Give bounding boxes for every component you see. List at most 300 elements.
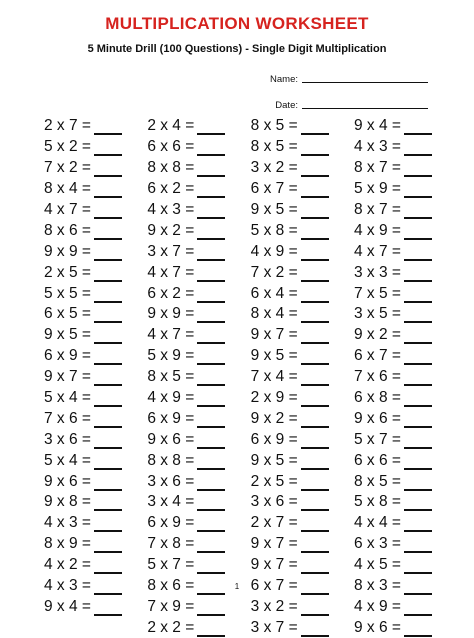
problem-equation: 3 x 6 =: [147, 472, 195, 490]
problem-equation: 9 x 4 =: [353, 117, 401, 135]
answer-blank[interactable]: [197, 287, 225, 303]
problem-row: [44, 304, 134, 325]
problem-equation: 9 x 8 =: [44, 493, 91, 511]
problem-equation: 9 x 7 =: [250, 326, 298, 344]
answer-blank[interactable]: [404, 245, 432, 261]
problem-row: [147, 116, 237, 137]
problem-row: [147, 534, 237, 555]
problem-row: [251, 283, 341, 304]
problem-equation: 2 x 7 =: [44, 117, 91, 135]
problem-equation: 5 x 8 =: [353, 493, 401, 511]
answer-blank[interactable]: [301, 119, 329, 135]
problem-equation: 8 x 8 =: [147, 159, 195, 177]
answer-blank[interactable]: [197, 119, 225, 135]
problem-grid: [44, 116, 444, 638]
answer-blank[interactable]: [94, 328, 122, 344]
problem-equation: 9 x 2 =: [147, 221, 195, 239]
problem-row: [251, 137, 341, 158]
problem-row: [251, 450, 341, 471]
problem-equation: 5 x 8 =: [250, 221, 298, 239]
answer-blank[interactable]: [197, 224, 225, 240]
name-line[interactable]: [302, 81, 428, 83]
answer-blank[interactable]: [404, 119, 432, 135]
problem-equation: 8 x 4 =: [44, 180, 91, 198]
problem-row: [251, 471, 341, 492]
problem-equation: 7 x 4 =: [250, 368, 298, 386]
problem-equation: 7 x 2 =: [44, 159, 91, 177]
problem-equation: 4 x 7 =: [44, 201, 91, 218]
problem-row: [354, 325, 444, 346]
answer-blank[interactable]: [301, 391, 329, 407]
problem-equation: 6 x 9 =: [147, 409, 195, 427]
problem-row: [44, 158, 134, 179]
problem-row: [147, 200, 237, 221]
problem-equation: 9 x 6 =: [353, 409, 401, 427]
answer-blank[interactable]: [404, 516, 432, 532]
problem-equation: 2 x 4 =: [147, 117, 195, 135]
problem-row: [44, 534, 134, 555]
problem-equation: 8 x 6 =: [147, 577, 195, 595]
problem-row: [147, 367, 237, 388]
problem-equation: 8 x 7 =: [353, 201, 401, 218]
answer-blank[interactable]: [197, 370, 225, 386]
problem-equation: 7 x 8 =: [147, 535, 195, 553]
problem-equation: 6 x 6 =: [147, 138, 195, 156]
problem-row: [251, 408, 341, 429]
answer-blank[interactable]: [301, 537, 329, 553]
answer-blank[interactable]: [301, 182, 329, 198]
answer-blank[interactable]: [94, 119, 122, 135]
problem-equation: 8 x 3 =: [353, 577, 401, 595]
date-field[interactable]: [258, 95, 428, 111]
answer-blank[interactable]: [94, 349, 122, 365]
problem-equation: 4 x 5 =: [353, 556, 401, 574]
problem-row: [354, 262, 444, 283]
problem-row: [44, 492, 134, 513]
problem-row: [354, 137, 444, 158]
problem-row: [44, 137, 134, 158]
answer-blank[interactable]: [197, 203, 225, 219]
problem-column-4: [354, 116, 444, 638]
problem-equation: 5 x 4 =: [44, 451, 91, 469]
problem-row: [354, 220, 444, 241]
problem-equation: 8 x 5 =: [353, 472, 401, 490]
problem-equation: 4 x 9 =: [353, 597, 401, 615]
problem-row: [354, 283, 444, 304]
answer-blank[interactable]: [301, 412, 329, 428]
answer-blank[interactable]: [404, 475, 432, 491]
problem-equation: 9 x 5 =: [250, 451, 298, 469]
answer-blank[interactable]: [404, 370, 432, 386]
problem-row: [147, 137, 237, 158]
problem-row: [147, 617, 237, 638]
answer-blank[interactable]: [404, 433, 432, 449]
problem-equation: 6 x 9 =: [250, 430, 298, 448]
problem-row: [147, 346, 237, 367]
problem-row: [251, 492, 341, 513]
problem-equation: 8 x 5 =: [250, 117, 298, 135]
answer-blank[interactable]: [197, 266, 225, 282]
answer-blank[interactable]: [94, 454, 122, 470]
answer-blank[interactable]: [94, 600, 122, 616]
answer-blank[interactable]: [301, 307, 329, 323]
problem-row: [147, 262, 237, 283]
answer-blank[interactable]: [197, 454, 225, 470]
problem-row: [251, 429, 341, 450]
problem-equation: 6 x 9 =: [147, 514, 195, 532]
problem-row: [251, 179, 341, 200]
problem-row: [147, 555, 237, 576]
answer-blank[interactable]: [197, 516, 225, 532]
problem-equation: 6 x 2 =: [147, 180, 195, 198]
problem-equation: 4 x 9 =: [353, 221, 401, 239]
problem-row: [354, 617, 444, 638]
problem-row: [44, 429, 134, 450]
problem-equation: 9 x 7 =: [44, 368, 91, 386]
problem-row: [354, 116, 444, 137]
problem-equation: 2 x 5 =: [250, 472, 298, 490]
answer-blank[interactable]: [301, 203, 329, 219]
problem-equation: 2 x 9 =: [250, 389, 298, 407]
problem-equation: 4 x 9 =: [147, 389, 195, 407]
problem-row: [354, 304, 444, 325]
answer-blank[interactable]: [404, 266, 432, 282]
answer-blank[interactable]: [197, 495, 225, 511]
problem-equation: 7 x 6 =: [353, 368, 401, 386]
problem-equation: 6 x 4 =: [250, 284, 298, 302]
answer-blank[interactable]: [301, 224, 329, 240]
problem-row: [354, 158, 444, 179]
problem-equation: 6 x 3 =: [353, 535, 401, 553]
answer-blank[interactable]: [404, 307, 432, 323]
answer-blank[interactable]: [197, 558, 225, 574]
problem-row: [251, 262, 341, 283]
problem-row: [44, 283, 134, 304]
problem-equation: 8 x 6 =: [44, 221, 91, 239]
problem-equation: 9 x 7 =: [250, 556, 298, 574]
answer-blank[interactable]: [94, 475, 122, 491]
problem-row: [147, 471, 237, 492]
answer-blank[interactable]: [94, 370, 122, 386]
answer-blank[interactable]: [94, 412, 122, 428]
answer-blank[interactable]: [301, 370, 329, 386]
answer-blank[interactable]: [197, 161, 225, 177]
problem-row: [354, 241, 444, 262]
problem-equation: 7 x 5 =: [353, 284, 401, 302]
problem-equation: 9 x 6 =: [147, 430, 195, 448]
problem-equation: 4 x 2 =: [44, 556, 91, 574]
problem-row: [251, 346, 341, 367]
problem-row: [147, 179, 237, 200]
answer-blank[interactable]: [94, 140, 122, 156]
problem-equation: 4 x 3 =: [353, 138, 401, 156]
problem-equation: 6 x 7 =: [250, 577, 298, 595]
problem-row: [44, 262, 134, 283]
problem-row: [147, 450, 237, 471]
answer-blank[interactable]: [94, 182, 122, 198]
answer-blank[interactable]: [197, 600, 225, 616]
answer-blank[interactable]: [404, 621, 432, 637]
problem-row: [354, 534, 444, 555]
answer-blank[interactable]: [94, 433, 122, 449]
problem-row: [251, 596, 341, 617]
answer-blank[interactable]: [301, 516, 329, 532]
problem-equation: 4 x 7 =: [147, 326, 195, 344]
problem-equation: 9 x 2 =: [353, 326, 401, 344]
problem-equation: 8 x 5 =: [147, 368, 195, 386]
problem-row: [354, 555, 444, 576]
problem-row: [251, 158, 341, 179]
answer-blank[interactable]: [94, 495, 122, 511]
problem-row: [44, 346, 134, 367]
problem-equation: 5 x 9 =: [147, 347, 195, 365]
answer-blank[interactable]: [94, 537, 122, 553]
answer-blank[interactable]: [197, 621, 225, 637]
answer-blank[interactable]: [404, 412, 432, 428]
problem-row: [251, 200, 341, 221]
problem-row: [354, 450, 444, 471]
problem-equation: 8 x 9 =: [44, 535, 91, 553]
answer-blank[interactable]: [301, 161, 329, 177]
answer-blank[interactable]: [197, 349, 225, 365]
answer-blank[interactable]: [301, 621, 329, 637]
problem-row: [44, 555, 134, 576]
page-number: 1: [234, 582, 240, 591]
answer-blank[interactable]: [404, 454, 432, 470]
problem-equation: 9 x 2 =: [250, 409, 298, 427]
answer-blank[interactable]: [197, 307, 225, 323]
worksheet-title: MULTIPLICATION WORKSHEET: [105, 14, 369, 33]
problem-equation: 6 x 2 =: [147, 284, 195, 302]
problem-equation: 3 x 6 =: [44, 430, 91, 448]
problem-equation: 8 x 4 =: [250, 305, 298, 323]
problem-equation: 4 x 3 =: [147, 201, 195, 218]
worksheet-subtitle: 5 Minute Drill (100 Questions) - Single Digit Multiplication: [87, 43, 387, 55]
problem-row: [147, 325, 237, 346]
problem-row: [147, 304, 237, 325]
problem-column-2: [147, 116, 237, 638]
problem-row: [147, 429, 237, 450]
answer-blank[interactable]: [94, 203, 122, 219]
problem-row: [44, 200, 134, 221]
problem-row: [251, 304, 341, 325]
problem-row: [44, 596, 134, 617]
answer-blank[interactable]: [301, 140, 329, 156]
problem-row: [147, 283, 237, 304]
problem-equation: 7 x 9 =: [147, 597, 195, 615]
problem-equation: 6 x 8 =: [353, 389, 401, 407]
problem-equation: 9 x 5 =: [44, 326, 91, 344]
problem-row: [354, 596, 444, 617]
problem-row: [251, 617, 341, 638]
name-label: Name:: [270, 74, 298, 85]
problem-row: [147, 388, 237, 409]
problem-row: [44, 220, 134, 241]
problem-row: [354, 513, 444, 534]
answer-blank[interactable]: [197, 245, 225, 261]
answer-blank[interactable]: [301, 349, 329, 365]
problem-equation: 3 x 5 =: [353, 305, 401, 323]
date-label: Date:: [275, 100, 298, 111]
answer-blank[interactable]: [301, 600, 329, 616]
problem-equation: 3 x 7 =: [250, 618, 298, 636]
answer-blank[interactable]: [94, 161, 122, 177]
problem-row: [251, 116, 341, 137]
answer-blank[interactable]: [301, 433, 329, 449]
problem-row: [251, 241, 341, 262]
problem-row: [251, 367, 341, 388]
problem-row: [251, 513, 341, 534]
problem-equation: 5 x 7 =: [147, 556, 195, 574]
problem-equation: 3 x 2 =: [250, 159, 298, 177]
problem-equation: 9 x 9 =: [147, 305, 195, 323]
problem-row: [147, 241, 237, 262]
problem-row: [147, 408, 237, 429]
answer-blank[interactable]: [94, 391, 122, 407]
problem-equation: 4 x 7 =: [353, 242, 401, 260]
answer-blank[interactable]: [301, 454, 329, 470]
problem-row: [44, 325, 134, 346]
answer-blank[interactable]: [197, 433, 225, 449]
problem-equation: 4 x 9 =: [250, 242, 298, 260]
answer-blank[interactable]: [197, 182, 225, 198]
problem-equation: 5 x 4 =: [44, 389, 91, 407]
problem-row: [354, 388, 444, 409]
problem-column-3: [251, 116, 341, 638]
answer-blank[interactable]: [301, 558, 329, 574]
answer-blank[interactable]: [94, 516, 122, 532]
problem-equation: 4 x 4 =: [353, 514, 401, 532]
answer-blank[interactable]: [197, 475, 225, 491]
answer-blank[interactable]: [197, 537, 225, 553]
problem-equation: 9 x 6 =: [44, 472, 91, 490]
answer-blank[interactable]: [94, 266, 122, 282]
problem-row: [147, 596, 237, 617]
problem-row: [251, 325, 341, 346]
answer-blank[interactable]: [404, 287, 432, 303]
answer-blank[interactable]: [404, 495, 432, 511]
answer-blank[interactable]: [94, 287, 122, 303]
problem-row: [251, 388, 341, 409]
problem-row: [354, 408, 444, 429]
problem-equation: 9 x 5 =: [250, 347, 298, 365]
answer-blank[interactable]: [94, 245, 122, 261]
answer-blank[interactable]: [404, 391, 432, 407]
problem-equation: 8 x 5 =: [250, 138, 298, 156]
problem-row: [354, 200, 444, 221]
problem-equation: 6 x 5 =: [44, 305, 91, 323]
problem-row: [44, 367, 134, 388]
date-line[interactable]: [302, 107, 428, 109]
answer-blank[interactable]: [94, 307, 122, 323]
problem-equation: 6 x 6 =: [353, 451, 401, 469]
answer-blank[interactable]: [404, 349, 432, 365]
answer-blank[interactable]: [301, 475, 329, 491]
answer-blank[interactable]: [404, 140, 432, 156]
problem-equation: 4 x 3 =: [44, 514, 91, 532]
problem-equation: 9 x 9 =: [44, 242, 91, 260]
answer-blank[interactable]: [301, 266, 329, 282]
problem-row: [147, 158, 237, 179]
problem-row: [354, 346, 444, 367]
problem-row: [44, 471, 134, 492]
answer-blank[interactable]: [404, 537, 432, 553]
problem-equation: 3 x 7 =: [147, 242, 195, 260]
answer-blank[interactable]: [301, 328, 329, 344]
problem-equation: 9 x 5 =: [250, 201, 298, 218]
name-field[interactable]: [258, 69, 428, 85]
problem-equation: 5 x 7 =: [353, 430, 401, 448]
answer-blank[interactable]: [197, 140, 225, 156]
answer-blank[interactable]: [404, 558, 432, 574]
answer-blank[interactable]: [197, 412, 225, 428]
problem-equation: 6 x 9 =: [44, 347, 91, 365]
answer-blank[interactable]: [301, 287, 329, 303]
problem-equation: 2 x 2 =: [147, 618, 195, 636]
problem-row: [44, 513, 134, 534]
problem-equation: 8 x 7 =: [353, 159, 401, 177]
problem-equation: 4 x 3 =: [44, 577, 91, 595]
problem-equation: 4 x 7 =: [147, 263, 195, 281]
problem-equation: 2 x 5 =: [44, 263, 91, 281]
answer-blank[interactable]: [404, 328, 432, 344]
problem-row: [354, 429, 444, 450]
problem-equation: 5 x 9 =: [353, 180, 401, 198]
problem-row: [147, 220, 237, 241]
problem-equation: 5 x 2 =: [44, 138, 91, 156]
problem-equation: 6 x 7 =: [250, 180, 298, 198]
problem-equation: 7 x 6 =: [44, 409, 91, 427]
problem-row: [251, 220, 341, 241]
problem-row: [354, 179, 444, 200]
answer-blank[interactable]: [94, 224, 122, 240]
problem-row: [354, 492, 444, 513]
problem-row: [44, 179, 134, 200]
problem-row: [44, 450, 134, 471]
answer-blank[interactable]: [301, 495, 329, 511]
answer-blank[interactable]: [94, 558, 122, 574]
answer-blank[interactable]: [197, 328, 225, 344]
problem-row: [147, 492, 237, 513]
problem-equation: 9 x 7 =: [250, 535, 298, 553]
problem-equation: 5 x 5 =: [44, 284, 91, 302]
problem-equation: 7 x 2 =: [250, 263, 298, 281]
problem-row: [354, 367, 444, 388]
answer-blank[interactable]: [197, 391, 225, 407]
problem-row: [44, 116, 134, 137]
problem-row: [251, 534, 341, 555]
problem-equation: 9 x 4 =: [44, 597, 91, 615]
problem-equation: 3 x 4 =: [147, 493, 195, 511]
answer-blank[interactable]: [404, 224, 432, 240]
problem-equation: 3 x 2 =: [250, 597, 298, 615]
answer-blank[interactable]: [301, 245, 329, 261]
problem-equation: 3 x 6 =: [250, 493, 298, 511]
problem-column-1: [44, 116, 134, 638]
problem-row: [44, 241, 134, 262]
problem-row: [354, 471, 444, 492]
problem-equation: 6 x 7 =: [353, 347, 401, 365]
problem-row: [44, 388, 134, 409]
answer-blank[interactable]: [404, 600, 432, 616]
answer-blank[interactable]: [404, 203, 432, 219]
problem-equation: 9 x 6 =: [353, 618, 401, 636]
answer-blank[interactable]: [404, 182, 432, 198]
problem-row: [251, 555, 341, 576]
answer-blank[interactable]: [404, 161, 432, 177]
problem-equation: 3 x 3 =: [353, 263, 401, 281]
problem-equation: 8 x 8 =: [147, 451, 195, 469]
